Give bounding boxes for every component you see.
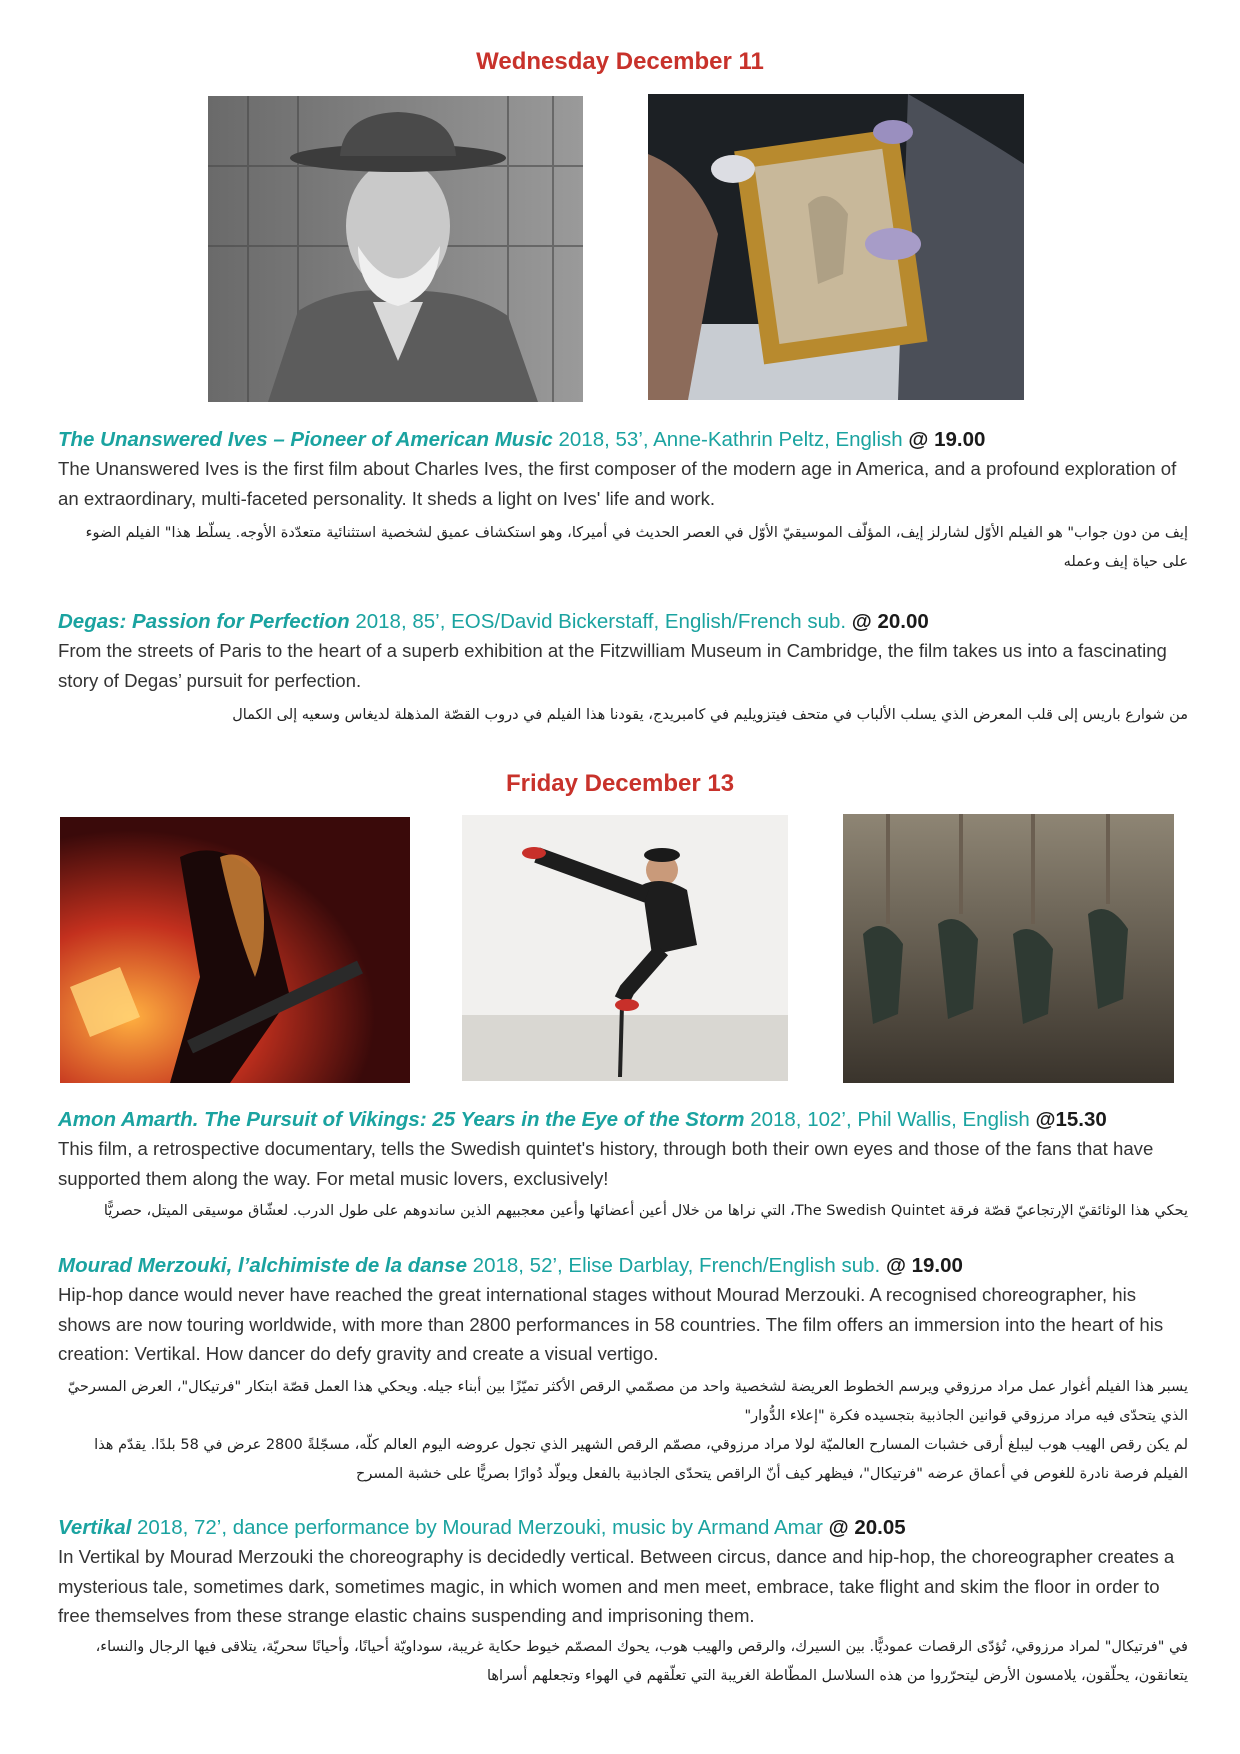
film-entry-amon-amarth: [58, 1106, 1188, 1226]
film-meta: 2018, 52’, Elise Darblay, French/English sub.: [466, 1254, 886, 1277]
film-time: @ 20.00: [851, 610, 929, 633]
film-description-arabic: يسبر هذا الفيلم أغوار عمل مراد مرزوقي ويرسم الخطوط العريضة لشخصية واحد من مصمّمي الرقص الأكثر تميّزًا بين أبناء جيله. ويحكي هذا العمل قصّة ابتكار "فرتيكال"، العرض المسرحيّ الذي يتحدّى فيه مراد مرزوقي قوانين الجاذبية بتجسيده فكرة "إعلاء الدُّوار": [67, 1378, 1188, 1424]
film-description: In Vertikal by Mourad Merzouki the choreography is decidedly vertical. Between circus, dance and hip-hop, the choreographer creates a mysterious tale, sometimes dark, sometimes magic, in which women and men meet, embrace, take flight and skim the floor in order to free themselves from these strange elastic chains suspending and imprisoning them.: [58, 1546, 1175, 1626]
film-description-arabic: يحكي هذا الوثائقيّ الإرتجاعيّ قصّة فرقة The Swedish Quintet، التي نراها من خلال أعين أعضائها وأعين معجبيهم الذين ساندوهم على طول الدرب. لعشّاق موسيقى الميتل، حصريًّا: [103, 1203, 1188, 1219]
film-entry-merzouki: [58, 1252, 1188, 1489]
film-description: The Unanswered Ives is the first film about Charles Ives, the first composer of the modern age in America, and a profound exploration of an extraordinary, multi-faceted personality. It sheds a light on Ives' life and work.: [58, 458, 1177, 509]
film-description-arabic-2: لم يكن رقص الهيب هوب ليبلغ أرقى خشبات المسارح العالميّة لولا مراد مرزوقي، مصمّم الرقص الشهير الذي تجول عروضه اليوم العالم كلّه، مسجّلةً 2800 عرض في 58 بلدًا. يقدّم هذا الفيلم فرصة نادرة للغوص في أعماق عرضه "فرتيكال"، فيظهر كيف أنّ الراقص يتحدّى الجاذبية بالفعل ويولّد دُوارًا بصريًّا على خشبة المسرح: [94, 1436, 1188, 1482]
film-meta: 2018, 85’, EOS/David Bickerstaff, English/French sub.: [349, 610, 852, 633]
painting-handling-photo: [648, 94, 1024, 400]
film-description: From the streets of Paris to the heart of a superb exhibition at the Fitzwilliam Museum in Cambridge, the film takes us into a fascinating story of Degas’ pursuit for perfection.: [58, 640, 1167, 691]
portrait-photo: [208, 96, 583, 402]
film-description: This film, a retrospective documentary, tells the Swedish quintet's history, through both their own eyes and those of the fans that have supported them along the way. For metal music lovers, exclusively!: [58, 1138, 1154, 1189]
film-description-arabic: في "فرتيكال" لمراد مرزوقي، تُؤدّى الرقصات عموديًّا. بين السيرك، والرقص والهيب هوب، يحوك المصمّم خيوط حكاية غريبة، سوداويّة أحيانًا، وأحيانًا سحريّة، يتلاقى فيها الرجال والنساء، يتعانقون، يحلّقون، يلامسون الأرض ليتحرّروا من هذه السلاسل المطّاطة الغريبة التي تعلّقهم في الهواء وتجعلهم أسراها: [95, 1638, 1188, 1684]
film-title[interactable]: The Unanswered Ives – Pioneer of American Music: [58, 428, 553, 451]
film-entry-ives: [58, 426, 1188, 577]
film-title-line: [58, 1514, 1188, 1542]
film-title[interactable]: Degas: Passion for Perfection: [58, 610, 350, 633]
day-heading-friday: Friday December 13: [505, 770, 735, 797]
film-meta: 2018, 53’, Anne-Kathrin Peltz, English: [552, 428, 909, 451]
film-title-line: [58, 1252, 1188, 1280]
film-description-arabic: من شوارع باريس إلى قلب المعرض الذي يسلب الألباب في متحف فيتزويليم في كامبريدج، يقودنا هذا الفيلم في دروب القصّة المذهلة لديغاس وسعيه إلى الكمال: [232, 707, 1188, 723]
film-time: @ 19.00: [885, 1254, 963, 1277]
film-meta: 2018, 72’, dance performance by Mourad Merzouki, music by Armand Amar: [131, 1516, 829, 1539]
dancer-photo: [462, 815, 788, 1081]
film-entry-vertikal: [58, 1514, 1188, 1691]
film-title-line: [58, 608, 1188, 636]
film-time: @ 19.00: [908, 428, 986, 451]
day-heading-wednesday: Wednesday December 11: [476, 48, 764, 75]
film-title[interactable]: Vertikal: [58, 1516, 132, 1539]
film-title-line: [58, 426, 1188, 454]
concert-photo: [60, 817, 410, 1083]
film-title[interactable]: Mourad Merzouki, l’alchimiste de la danse: [58, 1254, 467, 1277]
film-time: @ 20.05: [828, 1516, 906, 1539]
film-description: Hip-hop dance would never have reached the great international stages without Mourad Merzouki. A recognised choreographer, his shows are now touring worldwide, with more than 2800 performances in 58 countries. The film offers an immersion into the heart of his creation: Vertikal. How dancer do defy gravity and create a visual vertigo.: [58, 1284, 1164, 1364]
film-time: @15.30: [1035, 1108, 1107, 1131]
film-meta: 2018, 102’, Phil Wallis, English: [744, 1108, 1036, 1131]
film-title[interactable]: Amon Amarth. The Pursuit of Vikings: 25 Years in the Eye of the Storm: [58, 1108, 745, 1131]
film-title-line: [58, 1106, 1188, 1134]
film-entry-degas: [58, 608, 1188, 730]
wall-dancers-photo: [843, 814, 1174, 1083]
film-description-arabic: إيف من دون جواب" هو الفيلم الأوّل لشارلز إيف، المؤلّف الموسيقيّ الأوّل في العصر الحديث في أميركا، وهو استكشاف عميق لشخصية استثنائية متعدّدة الأوجه. يسلّط هذا" الفيلم الضوء على حياة إيف وعمله: [85, 525, 1188, 570]
